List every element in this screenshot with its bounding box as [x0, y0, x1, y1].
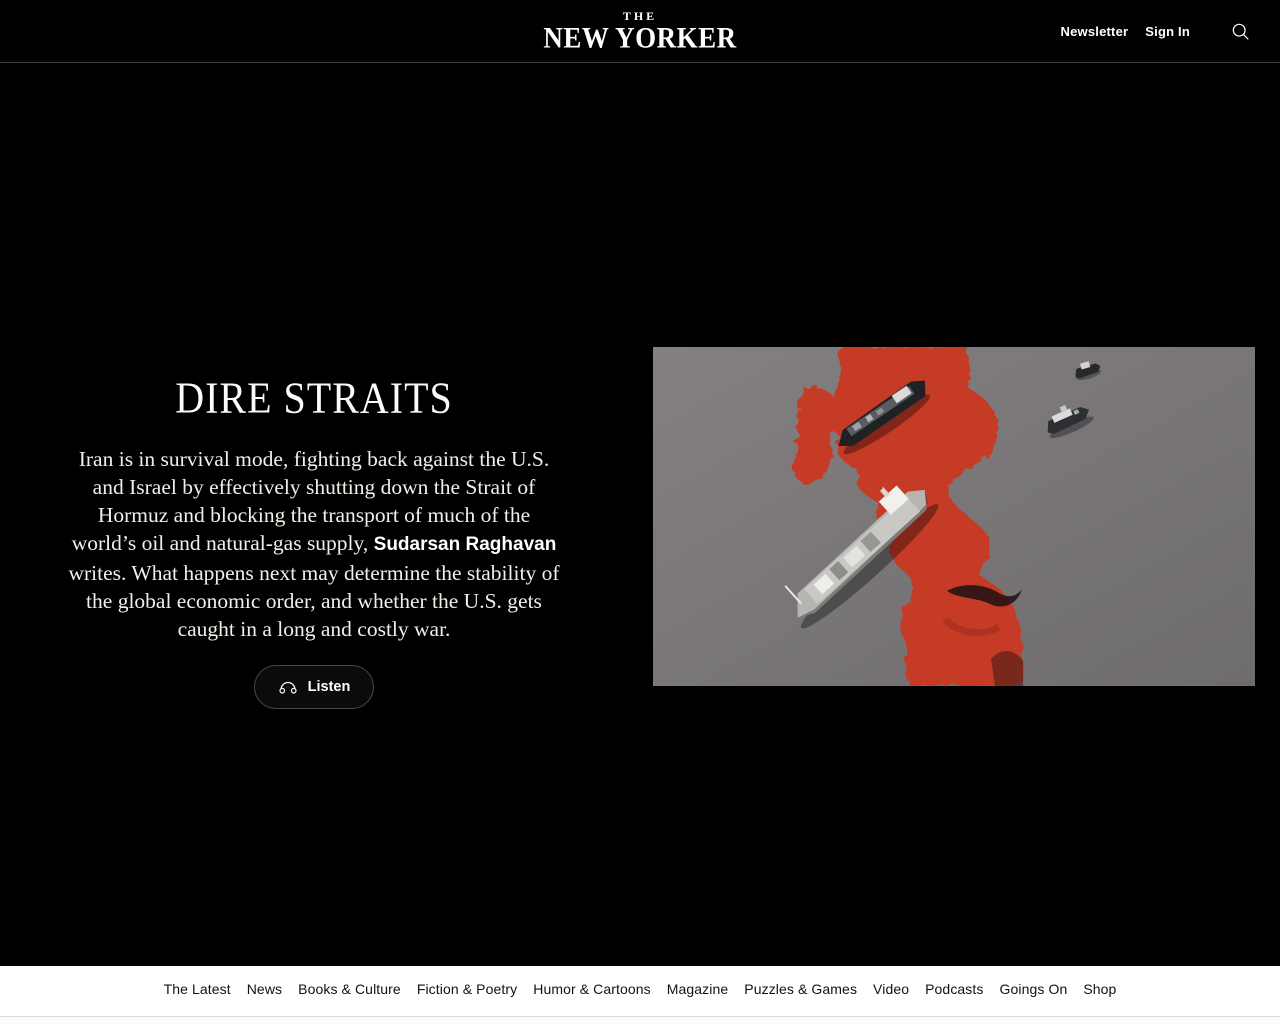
- author-name[interactable]: Sudarsan Raghavan: [373, 534, 557, 555]
- footer-divider: [0, 1016, 1280, 1024]
- strait-illustration[interactable]: [653, 347, 1255, 686]
- footer-link-shop[interactable]: Shop: [1083, 981, 1117, 997]
- listen-label: Listen: [307, 679, 351, 695]
- footer-link-puzzles-games[interactable]: Puzzles & Games: [744, 981, 858, 997]
- site-header: [0, 0, 1280, 63]
- dek-text-after: writes. What happens next may determine the stability of the global economic order, and whether the U.S. gets caught in a long and costly war.: [68, 561, 560, 641]
- footer-nav: [0, 966, 1280, 997]
- footer-link-podcasts[interactable]: Podcasts: [925, 981, 984, 997]
- footer-link-magazine[interactable]: Magazine: [666, 981, 729, 997]
- logo-the: THE: [622, 9, 658, 23]
- footer-link-fiction-poetry[interactable]: Fiction & Poetry: [416, 981, 518, 997]
- hero-section: [0, 64, 1280, 966]
- footer-link-humor-cartoons[interactable]: Humor & Cartoons: [533, 981, 651, 997]
- sign-in-link[interactable]: Sign In: [1145, 24, 1190, 39]
- footer-link-the-latest[interactable]: The Latest: [163, 981, 231, 997]
- new-yorker-logo[interactable]: [543, 9, 737, 55]
- dek-text-before: Iran is in survival mode, fighting back against the U.S. and Israel by effectively shutting down the Strait of Hormuz and blocking the transport of much of the world’s oil and natural-gas supply,: [71, 447, 550, 555]
- header-actions: [1061, 0, 1250, 63]
- face-chin-shadow: [991, 651, 1023, 686]
- article-dek: [64, 445, 564, 643]
- search-icon[interactable]: [1231, 22, 1250, 41]
- headphones-icon: [278, 678, 298, 696]
- footer-link-video[interactable]: Video: [873, 981, 910, 997]
- hero-text-block: [64, 374, 564, 709]
- footer: [0, 966, 1280, 1024]
- footer-link-goings-on[interactable]: Goings On: [999, 981, 1068, 997]
- footer-link-books-culture[interactable]: Books & Culture: [298, 981, 401, 997]
- logo-new-yorker: NEW YORKER: [543, 21, 737, 55]
- article-title[interactable]: DIRE STRAITS: [175, 372, 453, 423]
- footer-link-news[interactable]: News: [246, 981, 283, 997]
- listen-button[interactable]: [254, 665, 375, 709]
- newsletter-link[interactable]: Newsletter: [1060, 24, 1129, 39]
